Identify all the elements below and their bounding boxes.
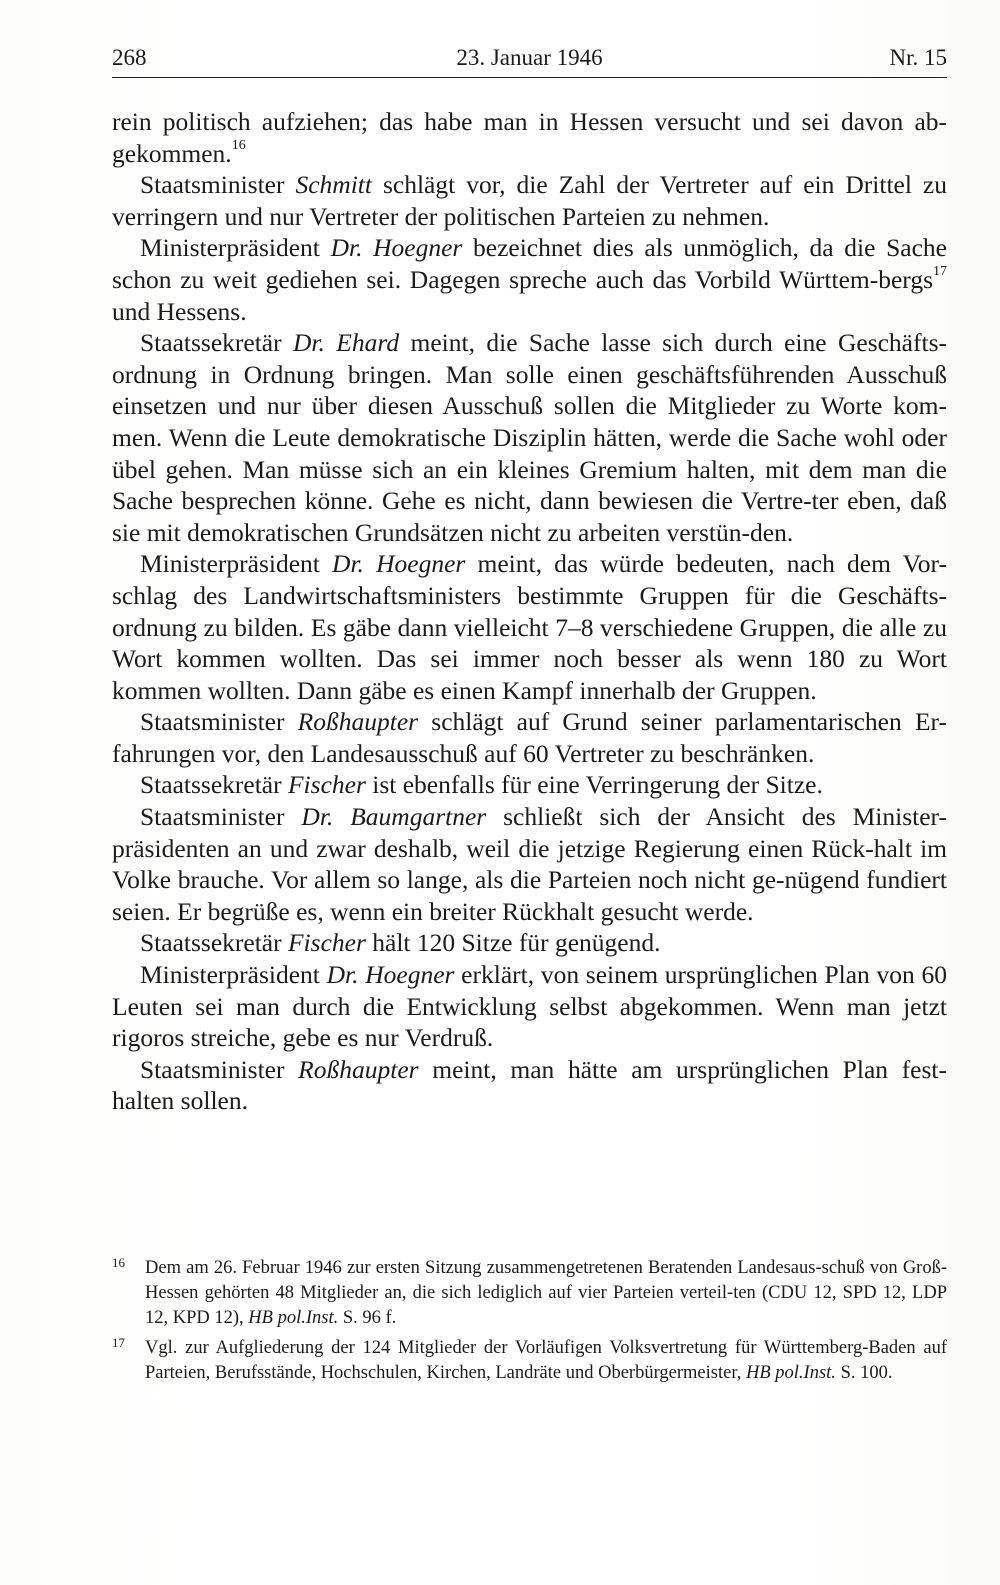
speaker-name: Dr. Hoegner — [330, 233, 463, 263]
speaker-name: Dr. Baumgartner — [301, 802, 487, 832]
footnote-number: 16 — [112, 1255, 125, 1270]
source-ref: HB pol.Inst. — [746, 1363, 836, 1384]
speaker-name: Schmitt — [295, 170, 372, 200]
paragraph: rein politisch aufziehen; das habe man in Hessen versucht und sei davon ab-gekommen.$^{16}$ — [112, 107, 947, 168]
minutes-body — [112, 106, 947, 1117]
paragraph: Staatsminister Schmitt schlägt vor, die Zahl der Vertreter auf ein Drittel zu verringern und nur Vertreter der politischen Parteien zu nehmen. — [112, 170, 948, 231]
footnote-ref: 17 — [933, 264, 947, 280]
footnote: 17 Vgl. zur Aufgliederung der 124 Mitglieder der Vorläufigen Volksvertretung für Württemberg-Baden auf Parteien, Berufsstände, Hochschulen, Kirchen, Landräte und Oberbürgermeister, HB pol.Inst. S. 100. — [112, 1336, 947, 1386]
footnote: 16 Dem am 26. Februar 1946 zur ersten Sitzung zusammengetretenen Beratenden Landesaus-schuß von Groß-Hessen gehörten 48 Mitglieder an, die sich lediglich auf vier Parteien verteil-ten (CDU 12, SPD 12, LDP 12, KPD 12), HB pol.Inst. S. 96 f. — [112, 1256, 947, 1330]
speaker-name: Roßhaupter — [298, 1054, 419, 1084]
speaker-name: Fischer — [287, 928, 366, 958]
running-head — [112, 43, 947, 78]
header-date: 23. Januar 1946 — [456, 45, 603, 70]
speaker-name: Fischer — [287, 770, 366, 800]
speaker-name: Dr. Hoegner — [326, 960, 455, 990]
paragraph: Staatsminister Roßhaupter schlägt auf Grund seiner parlamentarischen Er-fahrungen vor, den Landesausschuß auf 60 Vertreter zu beschränken. — [112, 707, 947, 768]
footnotes — [112, 1256, 947, 1392]
paragraph: Staatsminister Roßhaupter meint, man hätte am ursprünglichen Plan fest-halten sollen. — [112, 1054, 948, 1116]
footnote-ref: 16 — [231, 138, 246, 154]
page-number: 268 — [112, 45, 147, 70]
speaker-name: Roßhaupter — [297, 707, 419, 737]
speaker-name: Dr. Hoegner — [332, 549, 466, 579]
source-ref: HB pol.Inst. — [248, 1307, 339, 1328]
paragraph: Ministerpräsident Dr. Hoegner erklärt, von seinem ursprünglichen Plan von 60 Leuten sei man durch die Entwicklung selbst abgekommen. Wenn man jetzt rigoros streiche, gebe es nur Verdruß. — [112, 960, 947, 1053]
paragraph: Staatsminister Dr. Baumgartner schließt sich der Ansicht des Minister-präsidenten an und zwar deshalb, weil die jetzige Regierung einen Rück-halt im Volke brauche. Vor allem so lange, als die Parteien noch nicht ge-nügend fundiert seien. Er begrüße es, wenn ein breiter Rückhalt gesucht werde. — [112, 802, 947, 926]
paragraph: Staatssekretär Fischer hält 120 Sitze für genügend. — [140, 928, 661, 958]
paragraph: Ministerpräsident Dr. Hoegner meint, das würde bedeuten, nach dem Vor-schlag des Landwirtschaftsministers bestimmte Gruppen für die Geschäfts-ordnung zu bilden. Es gäbe dann vielleicht 7–8 verschiedene Gruppen, die alle zu Wort kommen wollten. Das sei immer noch besser als wenn 180 zu Wort kommen wollten. Dann gäbe es einen Kampf innerhalb der Gruppen. — [112, 549, 947, 705]
footnote-number: 17 — [112, 1335, 125, 1351]
paragraph: Staatssekretär Fischer ist ebenfalls für eine Verringerung der Sitze. — [140, 770, 823, 800]
paragraph: Ministerpräsident Dr. Hoegner bezeichnet dies als unmöglich, da die Sache schon zu weit gediehen sei. Dagegen spreche auch das Vorbild Württem-bergs$^{17}$ und Hessens. — [112, 233, 947, 326]
speaker-name: Dr. Ehard — [293, 328, 400, 358]
paragraph: Staatssekretär Dr. Ehard meint, die Sache lasse sich durch eine Geschäfts-ordnung in Ordnung bringen. Man solle einen geschäftsführenden Ausschuß einsetzen und nur über diesen Ausschuß sollen die Mitglieder zu Worte kom-men. Wenn die Leute demokratische Disziplin hätten, werde die Sache wohl oder übel gehen. Man müsse sich an ein kleines Gremium halten, mit dem man die Sache besprechen könne. Gehe es nicht, dann bewiesen die Vertre-ter eben, daß sie mit demokratischen Grundsätzen nicht zu arbeiten verstün-den. — [112, 328, 947, 547]
document-number: Nr. 15 — [889, 45, 947, 70]
